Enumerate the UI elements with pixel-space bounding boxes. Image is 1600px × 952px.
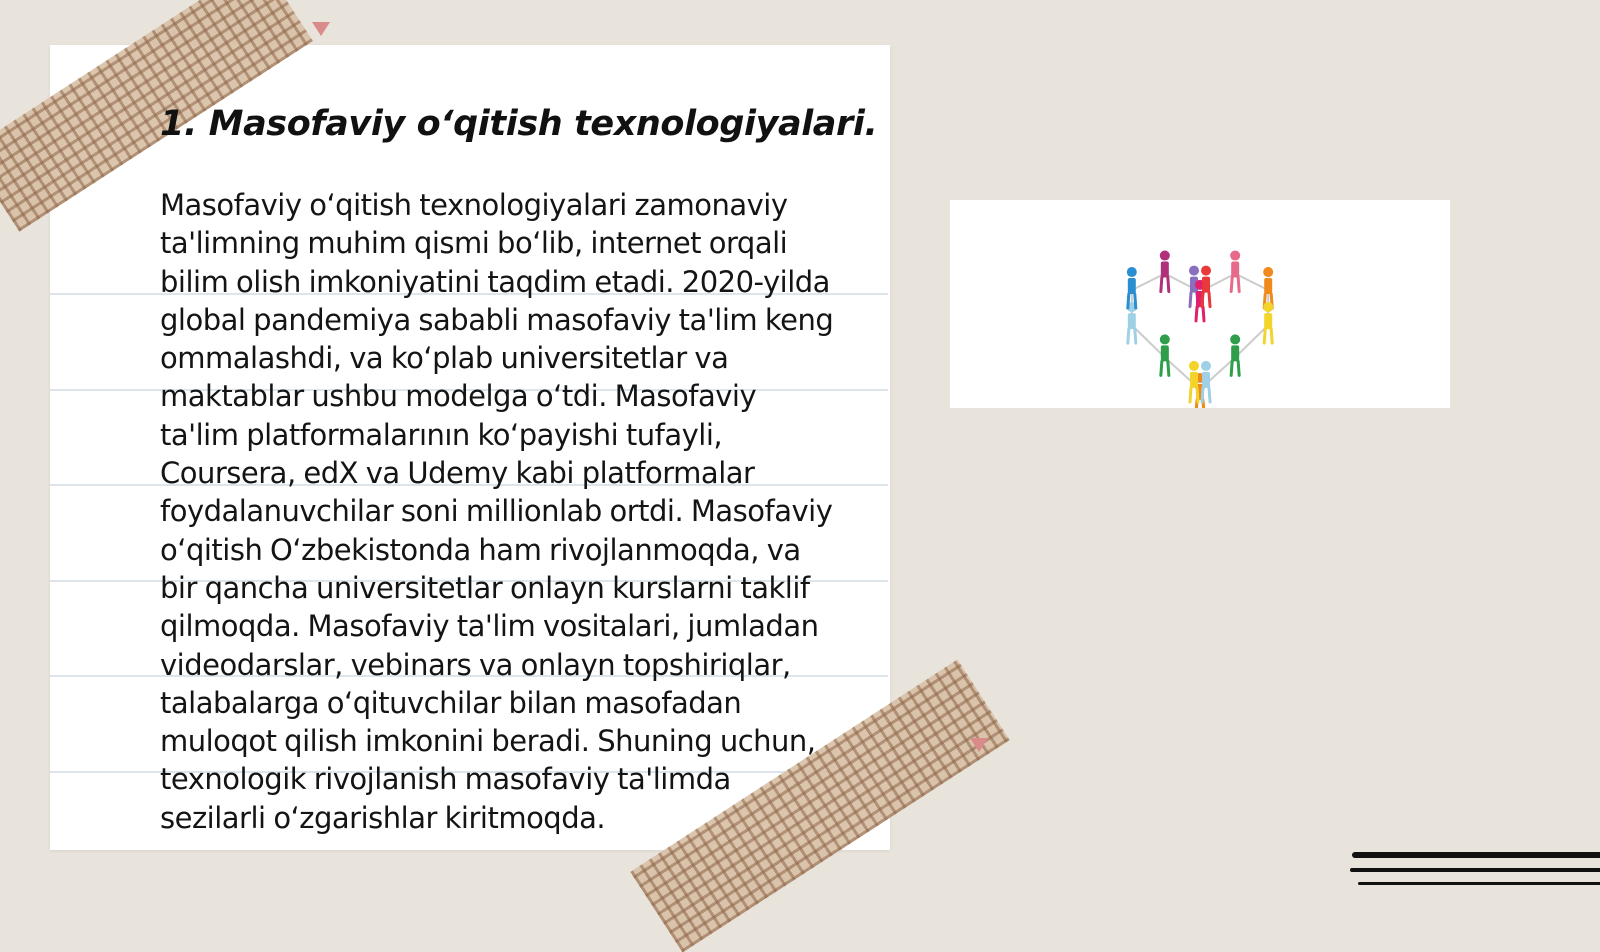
decorative-brush-stroke [1352,852,1600,858]
decorative-brush-stroke [1358,882,1600,885]
person-figure [1201,266,1211,307]
person-figure [1230,251,1240,292]
pin-icon [970,738,988,752]
person-figure [1230,334,1240,375]
person-figure [1263,302,1273,343]
person-figure [1189,361,1199,402]
illustration-image [950,200,1450,408]
pin-icon [312,22,330,36]
person-figure [1201,361,1211,402]
people-holding-hands-heart-icon [950,200,1450,408]
slide-body-text: Masofaviy o‘qitish texnologiyalari zamonaviy ta'limning muhim qismi bo‘lib, internet orqali bilim olish imkoniyatini taqdim etadi. 2020-yilda global pandemiya sababli masofaviy ta'lim keng ommalashdi, va ko‘plab universitetlar va maktablar ushbu modelga o‘tdi. Masofaviy ta'lim platformalarının ko‘payishi tufayli, Coursera, edX va Udemy kabi platformalar foydalanuvchilar soni millionlab ortdi. Masofaviy o‘qitish O‘zbekistonda ham rivojlanmoqda, va bir qancha universitetlar onlayn kurslarni taklif qilmoqda. Masofaviy ta'lim vositalari, jumladan videodarslar, vebinars va onlayn topshiriqlar, talabalarga o‘qituvchilar bilan masofadan muloqot qilish imkonini beradi. Shuning uchun, texnologik rivojlanish masofaviy ta'limda sezilarli o‘zgarishlar kiritmoqda. [160,188,834,835]
person-figure [1160,334,1170,375]
slide-heading: 1. Masofaviy o‘qitish texnologiyalari. [160,104,878,144]
decorative-brush-stroke [1350,868,1600,872]
person-figure [1160,251,1170,292]
